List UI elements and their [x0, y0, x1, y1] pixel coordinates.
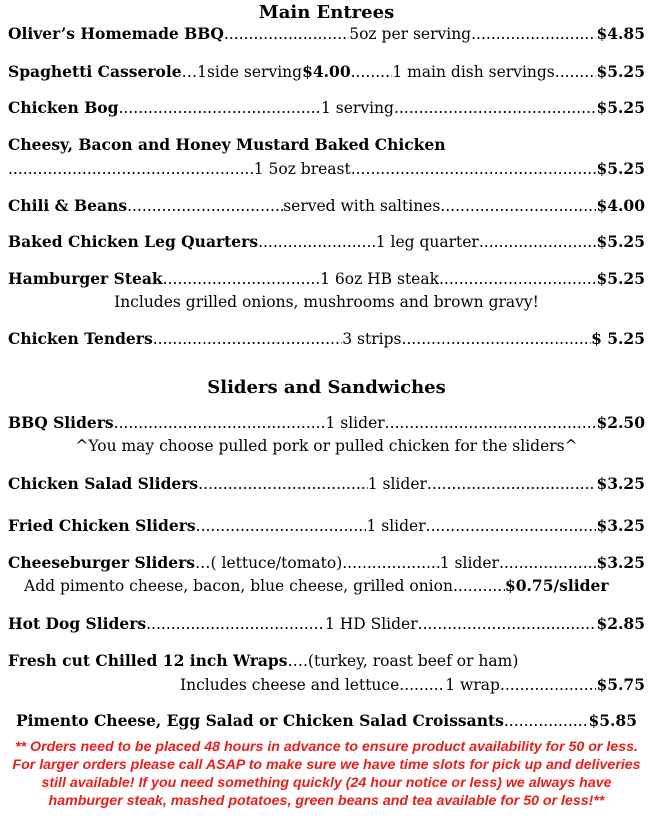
menu-item-spaghetti — [8, 63, 645, 85]
leader-dots — [426, 517, 597, 536]
order-notice: ** Orders need to be placed 48 hours in advance to ensure product availability for 50 or less. For larger orders please call ASAP to make sure we have time slots for pick up and deliveries still available! If you need something quickly (24 hour notice or less) we always have hamburger steak, mashed potatoes, green beans and tea available for 50 or less!** — [12, 739, 641, 809]
wraps-includes: Includes cheese and lettuce — [180, 676, 400, 694]
leader-dots — [453, 577, 505, 596]
item-detail: 1 slider — [325, 414, 385, 432]
menu-item-chili — [8, 197, 645, 219]
leader-dots — [258, 233, 376, 252]
item-detail: 5oz per serving — [349, 25, 472, 43]
item-detail: 3 strips — [342, 330, 402, 348]
leader-dots — [198, 475, 368, 494]
menu-item-bbq-sliders — [8, 414, 645, 436]
leader-dots — [440, 197, 596, 216]
leader-dots — [118, 99, 321, 118]
menu-item-fried-chicken-sliders — [8, 517, 645, 539]
leader-dots — [401, 330, 591, 349]
bbq-sliders-note: ^You may choose pulled pork or pulled chicken for the sliders^ — [75, 437, 578, 455]
item-name: Baked Chicken Leg Quarters — [8, 233, 259, 251]
item-price: $4.85 — [596, 25, 645, 43]
leader-dots — [418, 615, 597, 634]
menu-item-croissants — [16, 712, 637, 734]
leader-dots — [163, 270, 320, 289]
leader-dots — [385, 414, 597, 433]
leader-dots — [555, 63, 597, 82]
menu-item-leg-quarters — [8, 233, 645, 255]
item-price: $5.25 — [596, 270, 645, 288]
item-name: Spaghetti Casserole — [8, 63, 182, 81]
item-name: Fresh cut Chilled 12 inch Wraps — [8, 652, 288, 670]
item-name: Fried Chicken Sliders — [8, 517, 196, 535]
leader-dots — [351, 160, 597, 179]
item-price: $5.25 — [596, 99, 645, 117]
leader-dots — [127, 197, 283, 216]
item-name: Hamburger Steak — [8, 270, 163, 288]
item-extra: ….(turkey, roast beef or ham) — [287, 652, 519, 670]
item-detail: 1 slider — [367, 475, 427, 493]
menu-item-wraps-title — [8, 652, 645, 674]
item-name: Chicken Tenders — [8, 330, 153, 348]
item-name: BBQ Sliders — [8, 414, 114, 432]
item-name: Oliver’s Homemade BBQ — [8, 25, 224, 43]
side-serving-price: $4.00 — [302, 63, 351, 81]
item-price: $ 5.25 — [591, 330, 645, 348]
item-detail: 1 leg quarter — [375, 233, 479, 251]
item-price: $5.25 — [596, 233, 645, 251]
item-price: $5.25 — [596, 160, 645, 178]
item-name: Chili & Beans — [8, 197, 128, 215]
leader-dots — [504, 712, 589, 731]
item-price: $3.25 — [596, 517, 645, 535]
leader-dots — [394, 99, 597, 118]
leader-dots — [153, 330, 343, 349]
menu-item-cheeseburger-sliders — [8, 554, 645, 576]
cheeseburger-addon — [24, 577, 641, 599]
addon-text: Add pimento cheese, bacon, blue cheese, grilled onion — [24, 577, 453, 595]
item-price: $3.25 — [596, 475, 645, 493]
item-name: Chicken Salad Sliders — [8, 475, 199, 493]
side-serving-text: …1side serving — [181, 63, 303, 81]
leader-dots — [479, 233, 597, 252]
main-entrees-heading: Main Entrees — [258, 2, 395, 23]
leader-dots — [196, 517, 367, 536]
leader-dots — [427, 475, 597, 494]
item-name: Cheesy, Bacon and Honey Mustard Baked Chicken — [8, 136, 446, 154]
item-detail: 1 HD Slider — [324, 615, 418, 633]
item-detail: 1 main dish servings — [392, 63, 555, 81]
item-detail: 1 slider — [439, 554, 499, 572]
menu-item-chicken-bog — [8, 99, 645, 121]
item-detail: 1 5oz breast — [253, 160, 351, 178]
item-detail: 1 serving — [321, 99, 394, 117]
sliders-heading: Sliders and Sandwiches — [207, 377, 446, 398]
menu-item-chicken-tenders — [8, 330, 645, 352]
leader-dots — [8, 160, 254, 179]
item-detail: 1 6oz HB steak — [320, 270, 439, 288]
item-extra: …( lettuce/tomato) — [195, 554, 343, 572]
menu-item-chicken-salad-sliders — [8, 475, 645, 497]
leader-dots — [342, 554, 440, 573]
item-name: Chicken Bog — [8, 99, 119, 117]
leader-dots — [499, 554, 597, 573]
item-name: Pimento Cheese, Egg Salad or Chicken Salad Croissants — [16, 712, 504, 730]
menu-item-bbq — [8, 25, 645, 47]
item-price: $5.75 — [596, 676, 645, 694]
leader-dots — [146, 615, 325, 634]
menu-item-cheesy-chicken — [8, 160, 645, 182]
item-detail: served with saltines — [283, 197, 441, 215]
leader-dots — [471, 25, 596, 44]
item-detail: 1 wrap — [445, 676, 500, 694]
menu-item-wraps — [180, 676, 645, 698]
leader-dots — [224, 25, 349, 44]
hamburger-steak-note: Includes grilled onions, mushrooms and brown gravy! — [114, 293, 539, 311]
item-price: $3.25 — [596, 554, 645, 572]
item-price: $2.85 — [596, 615, 645, 633]
item-name: Cheeseburger Sliders — [8, 554, 196, 572]
item-name: Hot Dog Sliders — [8, 615, 147, 633]
menu-item-hot-dog-sliders — [8, 615, 645, 637]
item-detail: 1 slider — [366, 517, 426, 535]
menu-item-cheesy-chicken-title — [8, 136, 645, 158]
item-price: $2.50 — [596, 414, 645, 432]
item-price: $4.00 — [596, 197, 645, 215]
leader-dots — [399, 676, 445, 695]
leader-dots — [114, 414, 326, 433]
addon-price: $0.75/slider — [504, 577, 609, 595]
item-price: $5.85 — [588, 712, 637, 730]
leader-dots — [439, 270, 596, 289]
leader-dots — [500, 676, 597, 695]
item-price: $5.25 — [596, 63, 645, 81]
leader-dots — [351, 63, 393, 82]
menu-item-hamburger-steak — [8, 270, 645, 292]
